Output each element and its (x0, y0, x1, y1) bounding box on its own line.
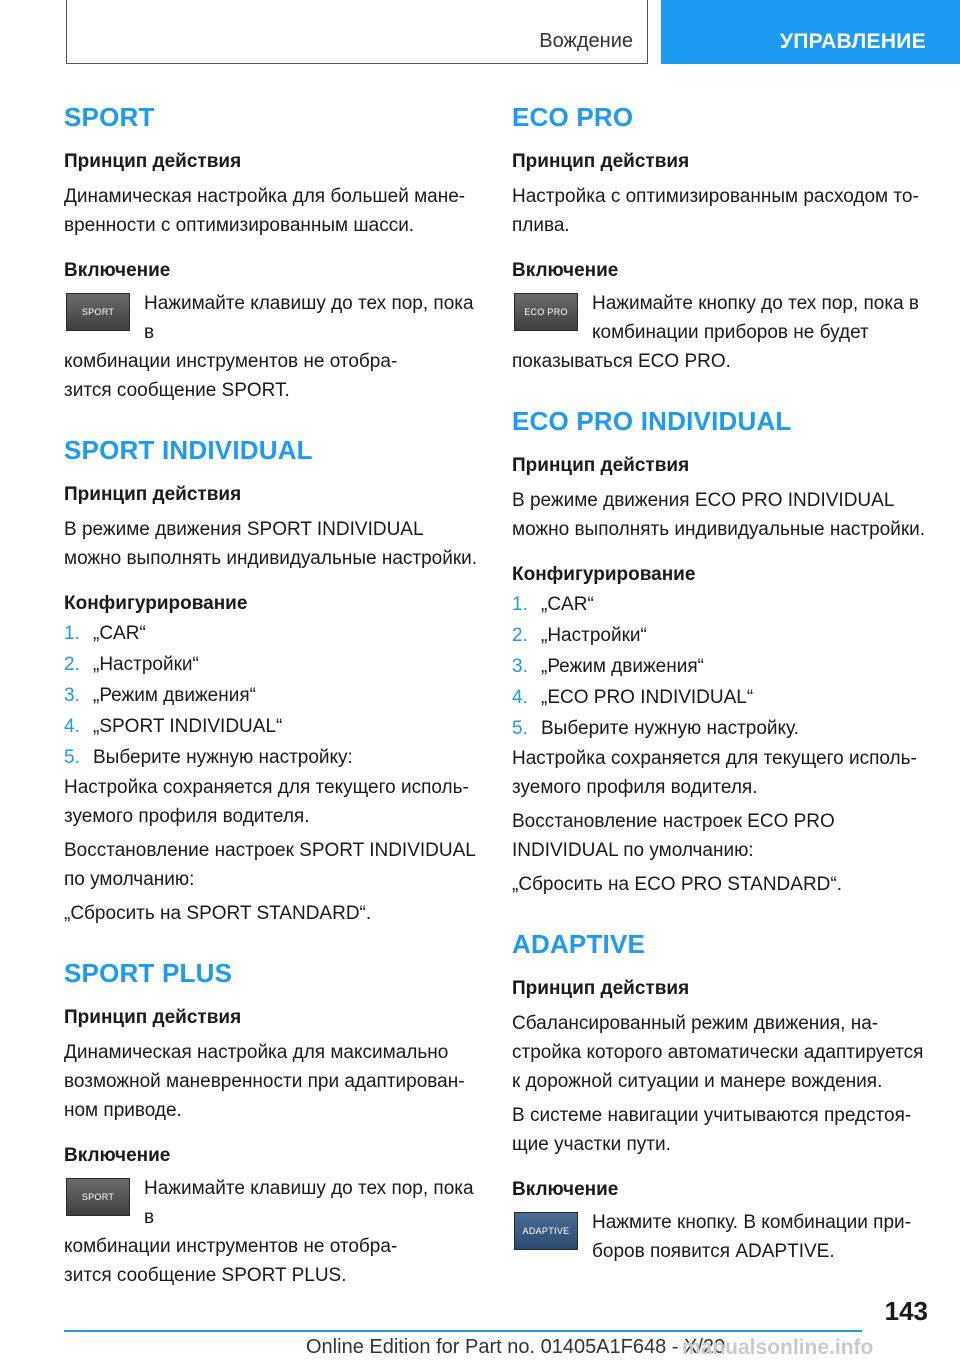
section-eco-pro-individual (512, 402, 932, 899)
section-title: ECO PRO INDIVIDUAL (512, 406, 792, 436)
body-text: комбинации инструментов не отобра- (64, 1236, 398, 1257)
body-text: INDIVIDUAL по умолчанию: (512, 840, 754, 861)
section-title: SPORT (64, 102, 155, 132)
config-steps (512, 589, 932, 744)
body-text: Восстановление настроек ECO PRO (512, 811, 835, 832)
list-item: 4. „SPORT INDIVIDUAL“ (64, 716, 283, 737)
activation-row (512, 1204, 932, 1266)
list-item: 2. „Настройки“ (512, 625, 647, 646)
body-text: Настройка с оптимизированным расходом то- (512, 186, 919, 207)
body-text: возможной маневренности при адаптирован- (64, 1071, 465, 1092)
subheading-configuration: Конфигурирование (64, 593, 248, 614)
body-text: можно выполнять индивидуальные настройки. (512, 519, 926, 540)
subheading-principle: Принцип действия (64, 484, 242, 505)
section-title: ECO PRO (512, 102, 634, 132)
body-text: показываться ECO PRO. (512, 351, 731, 372)
activation-row (64, 285, 484, 405)
watermark: manualsonline.info (682, 1336, 874, 1359)
body-text: Нажимайте клавишу до тех пор, пока в (144, 293, 474, 343)
body-text: можно выполнять индивидуальные настройки. (64, 548, 478, 569)
header-section-title: Вождение (539, 30, 633, 52)
section-sport-individual (64, 431, 484, 928)
eco-pro-button-icon: ECO PRO (514, 293, 578, 331)
body-text: зится сообщение SPORT PLUS. (64, 1265, 347, 1286)
header-chapter-title: УПРАВЛЕНИЕ (779, 30, 926, 53)
body-text: Нажимайте кнопку до тех пор, пока в (592, 293, 920, 314)
body-text: В режиме движения SPORT INDIVIDUAL (64, 519, 424, 540)
body-text: „Сбросить на ECO PRO STANDARD“. (512, 874, 843, 895)
body-text: комбинации инструментов не отобра- (64, 351, 398, 372)
subheading-principle: Принцип действия (512, 455, 690, 476)
subheading-principle: Принцип действия (512, 151, 690, 172)
body-text: зуемого профиля водителя. (64, 806, 310, 827)
subheading-activation: Включение (64, 1145, 171, 1166)
right-column (512, 98, 932, 1266)
body-text: к дорожной ситуации и манере вождения. (512, 1071, 883, 1092)
list-item: 2. „Настройки“ (64, 654, 199, 675)
body-text: Динамическая настройка для большей мане- (64, 186, 466, 207)
header-section-tab (66, 0, 648, 64)
body-text: Настройка сохраняется для текущего исполь- (64, 777, 469, 798)
subheading-principle: Принцип действия (64, 1007, 242, 1028)
section-eco-pro (512, 98, 932, 376)
sport-button-icon: SPORT (66, 1178, 130, 1216)
config-steps (64, 618, 484, 773)
body-text: щие участки пути. (512, 1134, 671, 1155)
list-item: 1. „CAR“ (512, 594, 594, 615)
left-column (64, 98, 484, 1290)
body-text: Настройка сохраняется для текущего исполь- (512, 748, 917, 769)
list-item: 1. „CAR“ (64, 623, 146, 644)
body-text: Нажмите кнопку. В комбинации при- (592, 1212, 911, 1233)
body-text: Нажимайте клавишу до тех пор, пока в (144, 1178, 474, 1228)
list-item: 5. Выберите нужную настройку. (512, 718, 799, 739)
body-text: Динамическая настройка для максимально (64, 1042, 449, 1063)
activation-row (64, 1170, 484, 1290)
subheading-principle: Принцип действия (512, 978, 690, 999)
section-sport (64, 98, 484, 405)
footer-divider (64, 1330, 862, 1332)
body-text: В системе навигации учитываются предстоя- (512, 1105, 912, 1126)
list-item: 3. „Режим движения“ (64, 685, 256, 706)
subheading-activation: Включение (512, 1179, 619, 1200)
body-text: В режиме движения ECO PRO INDIVIDUAL (512, 490, 895, 511)
subheading-principle: Принцип действия (64, 151, 242, 172)
list-item: 3. „Режим движения“ (512, 656, 704, 677)
list-item: 5. Выберите нужную настройку: (64, 747, 353, 768)
section-title: SPORT PLUS (64, 958, 233, 988)
section-sport-plus (64, 954, 484, 1290)
sport-button-icon: SPORT (66, 293, 130, 331)
section-title: ADAPTIVE (512, 929, 646, 959)
body-text: зится сообщение SPORT. (64, 380, 290, 401)
body-text: Сбалансированный режим движения, на- (512, 1013, 879, 1034)
footer-edition: Online Edition for Part no. 01405A1F648 - X/20 (306, 1336, 726, 1358)
section-adaptive (512, 925, 932, 1266)
section-title: SPORT INDIVIDUAL (64, 435, 313, 465)
body-text: комбинации приборов не будет (592, 322, 869, 343)
list-item: 4. „ECO PRO INDIVIDUAL“ (512, 687, 754, 708)
body-text: по умолчанию: (64, 869, 195, 890)
page-number: 143 (884, 1296, 928, 1326)
adaptive-button-icon: ADAPTIVE (514, 1212, 578, 1250)
body-text: ном приводе. (64, 1100, 182, 1121)
body-text: Восстановление настроек SPORT INDIVIDUAL (64, 840, 476, 861)
body-text: зуемого профиля водителя. (512, 777, 758, 798)
subheading-activation: Включение (64, 260, 171, 281)
body-text: боров появится ADAPTIVE. (592, 1241, 835, 1262)
subheading-configuration: Конфигурирование (512, 564, 696, 585)
body-text: „Сбросить на SPORT STANDARD“. (64, 903, 372, 924)
subheading-activation: Включение (512, 260, 619, 281)
activation-row (512, 285, 932, 376)
body-text: плива. (512, 215, 570, 236)
body-text: стройка которого автоматически адаптируется (512, 1042, 924, 1063)
body-text: вренности с оптимизированным шасси. (64, 215, 415, 236)
header-chapter-tab (661, 0, 960, 64)
